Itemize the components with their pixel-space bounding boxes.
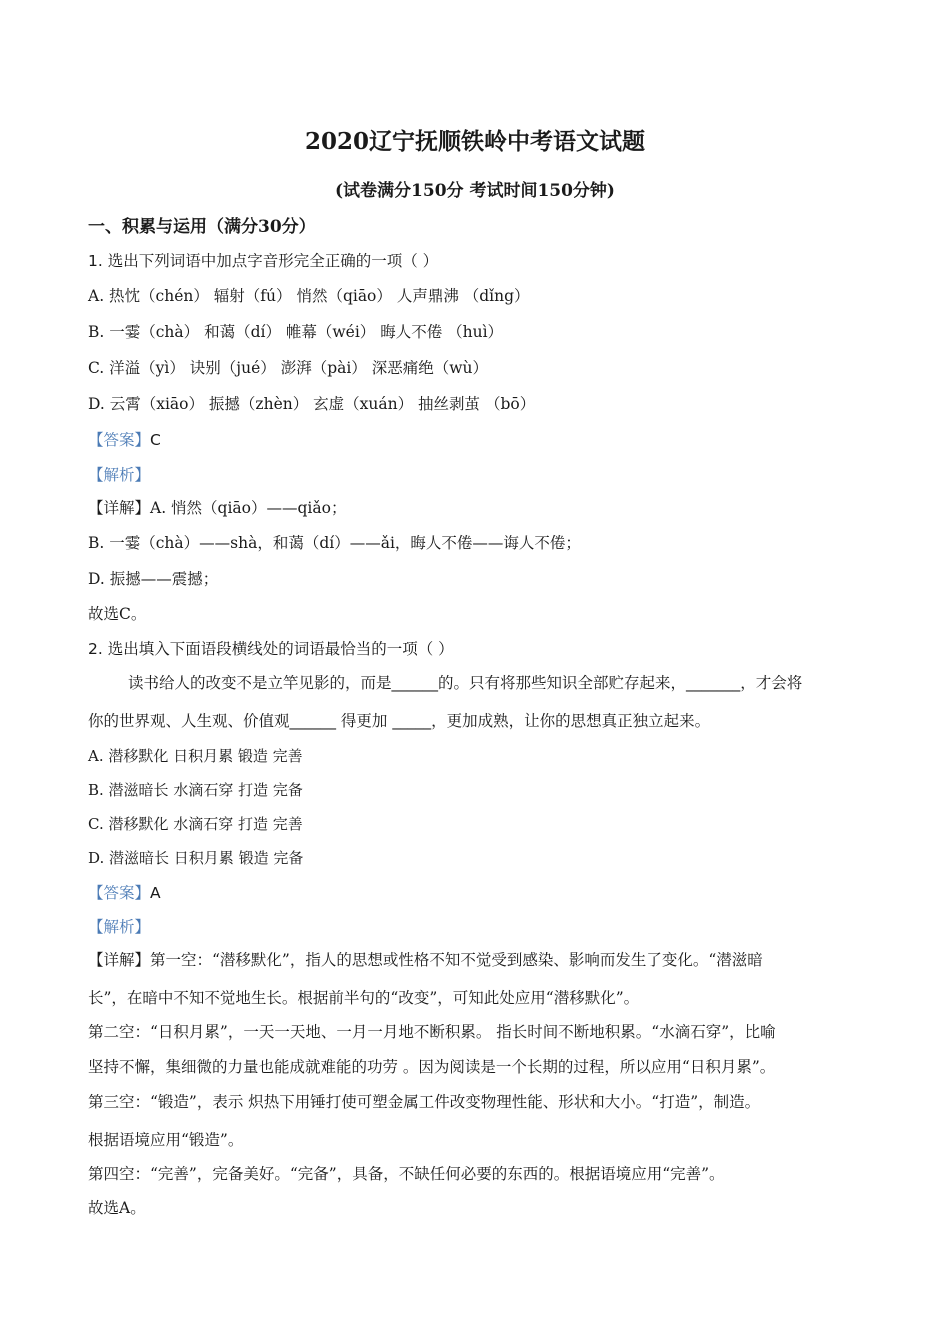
- q1-conclusion: 故选C。: [88, 605, 147, 623]
- q1-detail-line: B. 一霎（chà）——shà，和蔼（dí）——ǎi，晦人不倦——诲人不倦；: [88, 534, 581, 552]
- page-subtitle: (试卷满分150分 考试时间150分钟): [335, 181, 615, 201]
- q1-option-d: D. 云霄（xiāo） 振撼（zhèn） 玄虚（xuán） 抽丝剥茧 （bō）: [88, 395, 536, 413]
- page-title: 2020辽宁抚顺铁岭中考语文试题: [304, 128, 645, 155]
- q2-stem-text: 2. 选出填入下面语段横线处的词语最恰当的一项（ ）: [88, 640, 454, 658]
- answer-tag: 【答案】: [88, 884, 151, 902]
- q2-answer: [88, 881, 161, 903]
- q2-passage-line: 读书给人的改变不是立竿见影的，而是______的。只有将那些知识全部贮存起来，_______，才会将: [128, 674, 803, 692]
- q2-detail-line: 坚持不懈，集细微的力量也能成就难能的功劳 。因为阅读是一个长期的过程，所以应用“日积月累”。: [88, 1058, 776, 1076]
- answer-value: C: [150, 431, 161, 449]
- q1-option-c: C. 洋溢（yì） 诀别（jué） 澎湃（pài） 深恶痛绝（wù）: [88, 359, 488, 377]
- q2-detail-line: 第三空：“锻造”，表示 炽热下用锤打使可塑金属工件改变物理性能、形状和大小。“打造”，制造。: [88, 1093, 761, 1111]
- q1-analysis-tag: 【解析】: [88, 466, 151, 484]
- q2-passage-line: 你的世界观、人生观、价值观______ 得更加 _____，更加成熟，让你的思想真正独立起来。: [88, 712, 711, 730]
- q2-conclusion: 故选A。: [88, 1199, 146, 1217]
- q1-detail-line: 【详解】A. 悄然（qiāo）——qiǎo；: [88, 499, 347, 517]
- answer-tag: 【答案】: [88, 431, 151, 449]
- q1-stem-text: 1. 选出下列词语中加点字音形完全正确的一项（ ）: [88, 252, 439, 270]
- q2-detail-line: 第四空：“完善”，完备美好。“完备”，具备，不缺任何必要的东西的。根据语境应用“完善”。: [88, 1165, 725, 1183]
- answer-value: A: [150, 884, 161, 902]
- q1-answer: [88, 428, 161, 450]
- q1-option-a: A. 热忱（chén） 辐射（fú） 悄然（qiāo） 人声鼎沸 （dǐng）: [88, 287, 530, 305]
- q2-stem: [88, 637, 454, 659]
- q1-stem: [88, 249, 438, 271]
- q2-detail-line: 第二空：“日积月累”，一天一天地、一月一月地不断积累。 指长时间不断地积累。“水滴石穿”，比喻: [88, 1023, 776, 1041]
- q2-option-d: D. 潜滋暗长 日积月累 锻造 完备: [88, 849, 304, 867]
- q2-option-c: C. 潜移默化 水滴石穿 打造 完善: [88, 815, 303, 833]
- q1-option-b: B. 一霎（chà） 和蔼（dí） 帷幕（wéi） 晦人不倦 （huì）: [88, 323, 504, 341]
- q2-option-b: B. 潜滋暗长 水滴石穿 打造 完备: [88, 781, 303, 799]
- q2-detail-line: 长”，在暗中不知不觉地生长。根据前半句的“改变”，可知此处应用“潜移默化”。: [88, 989, 640, 1007]
- q2-option-a: A. 潜移默化 日积月累 锻造 完善: [88, 747, 303, 765]
- q2-detail-line: 【详解】第一空：“潜移默化”，指人的思想或性格不知不觉受到感染、影响而发生了变化。“潜滋暗: [88, 951, 763, 969]
- q2-analysis-tag: 【解析】: [88, 918, 151, 936]
- q2-detail-line: 根据语境应用“锻造”。: [88, 1131, 244, 1149]
- q1-detail-line: D. 振撼——震撼；: [88, 570, 219, 588]
- section-heading: 一、积累与运用（满分30分）: [88, 217, 316, 237]
